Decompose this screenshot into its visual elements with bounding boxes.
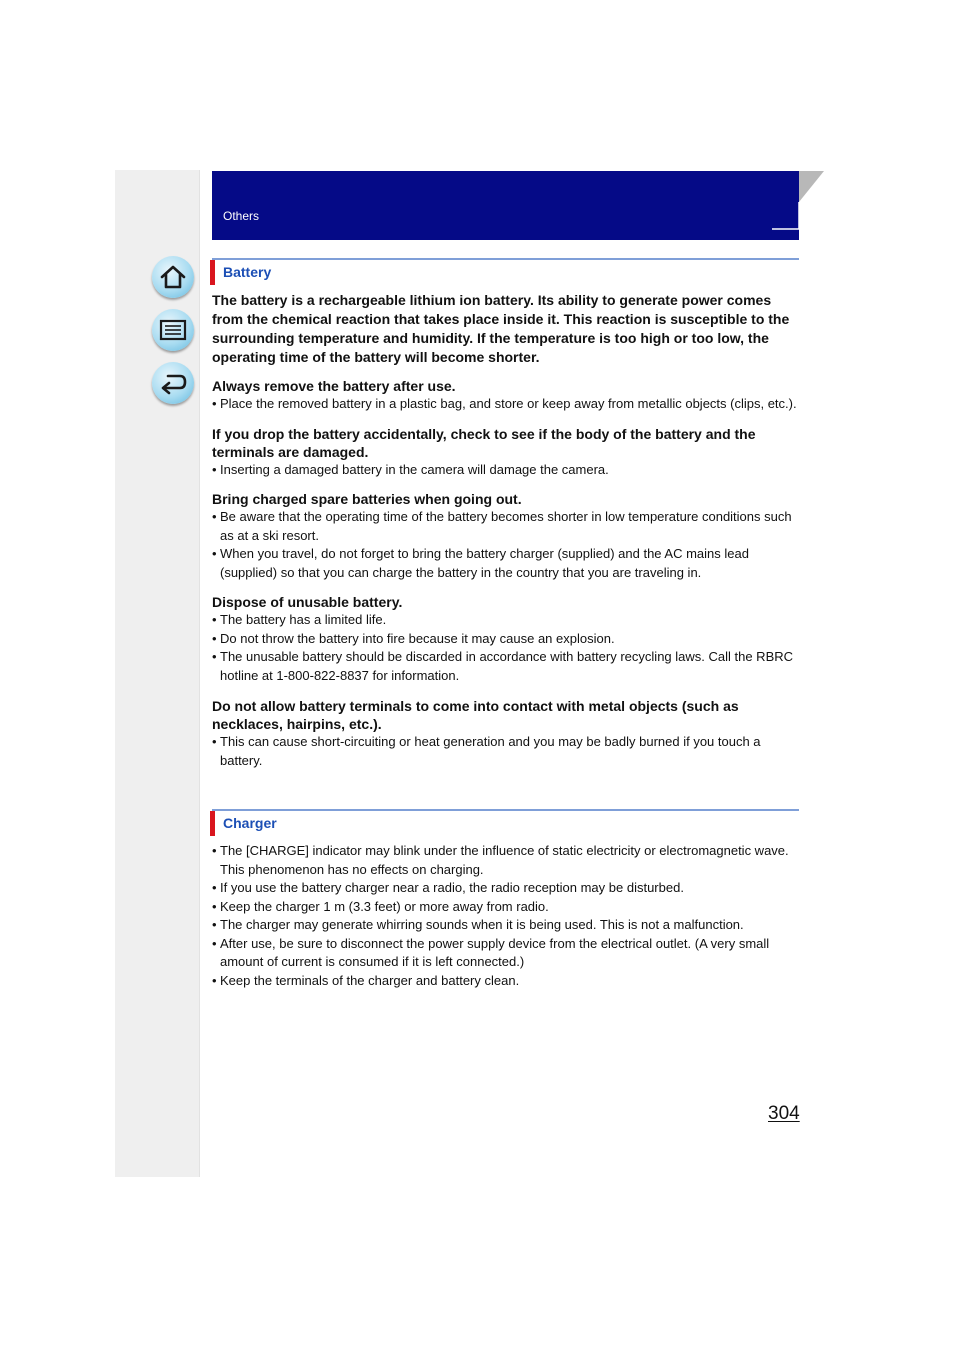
list-item: • The unusable battery should be discarded in accordance with battery recycling laws. Call the RBRC hotline at 1-800-822-8837 for information. xyxy=(212,648,798,685)
list-item: • Be aware that the operating time of the battery becomes shorter in low temperature conditions such as at a ski resort. xyxy=(212,508,798,545)
battery-block xyxy=(212,697,798,770)
section-rule xyxy=(212,809,799,811)
block-heading: Do not allow battery terminals to come into contact with metal objects (such as necklaces, hairpins, etc.). xyxy=(212,698,739,732)
menu-list-icon xyxy=(158,315,188,345)
battery-block xyxy=(212,425,798,480)
header-banner xyxy=(212,171,799,240)
list-item: • The charger may generate whirring sounds when it is being used. This is not a malfunction. xyxy=(212,916,798,935)
home-button[interactable] xyxy=(152,256,194,298)
back-arrow-icon xyxy=(158,368,188,398)
home-icon xyxy=(158,262,188,292)
battery-heading: Battery xyxy=(210,260,271,285)
banner-corner-decoration xyxy=(772,171,824,240)
section-label: Others xyxy=(223,209,260,223)
block-heading: Bring charged spare batteries when going out. xyxy=(212,491,522,507)
block-heading: Dispose of unusable battery. xyxy=(212,594,403,610)
charger-content xyxy=(212,842,798,990)
battery-block xyxy=(212,377,798,414)
list-item: • Keep the charger 1 m (3.3 feet) or more away from radio. xyxy=(212,898,798,917)
block-heading: If you drop the battery accidentally, check to see if the body of the battery and the terminals are damaged. xyxy=(212,425,756,460)
list-item: • Inserting a damaged battery in the camera will damage the camera. xyxy=(212,461,798,480)
battery-intro: The battery is a rechargeable lithium ion battery. Its ability to generate power comes from the chemical reaction that takes place inside it. This reaction is susceptible to the surrounding temperature and humidity. If the temperature is too high or too low, the operating time of the battery will become shorter. xyxy=(212,292,790,365)
list-item: • Keep the terminals of the charger and battery clean. xyxy=(212,972,798,991)
list-item: • Do not throw the battery into fire because it may cause an explosion. xyxy=(212,630,798,649)
battery-content xyxy=(212,291,798,770)
page-number: 304 xyxy=(768,1103,800,1124)
list-item: • When you travel, do not forget to bring the battery charger (supplied) and the AC mains lead (supplied) so that you can charge the battery in the country that you are traveling in. xyxy=(212,545,798,582)
list-item: • This can cause short-circuiting or heat generation and you may be badly burned if you touch a battery. xyxy=(212,733,798,770)
list-item: • If you use the battery charger near a radio, the radio reception may be disturbed. xyxy=(212,879,798,898)
battery-block xyxy=(212,490,798,582)
list-item: • After use, be sure to disconnect the power supply device from the electrical outlet. (A very small amount of current is consumed if it is left connected.) xyxy=(212,935,798,972)
back-button[interactable] xyxy=(152,362,194,404)
charger-heading: Charger xyxy=(210,811,277,836)
section-rule xyxy=(212,258,799,260)
battery-block xyxy=(212,593,798,685)
list-item: • The [CHARGE] indicator may blink under the influence of static electricity or electromagnetic wave. This phenomenon has no effects on charging. xyxy=(212,842,798,879)
list-item: • Place the removed battery in a plastic bag, and store or keep away from metallic objects (clips, etc.). xyxy=(212,395,798,414)
menu-button[interactable] xyxy=(152,309,194,351)
list-item: • The battery has a limited life. xyxy=(212,611,798,630)
block-heading: Always remove the battery after use. xyxy=(212,378,456,394)
